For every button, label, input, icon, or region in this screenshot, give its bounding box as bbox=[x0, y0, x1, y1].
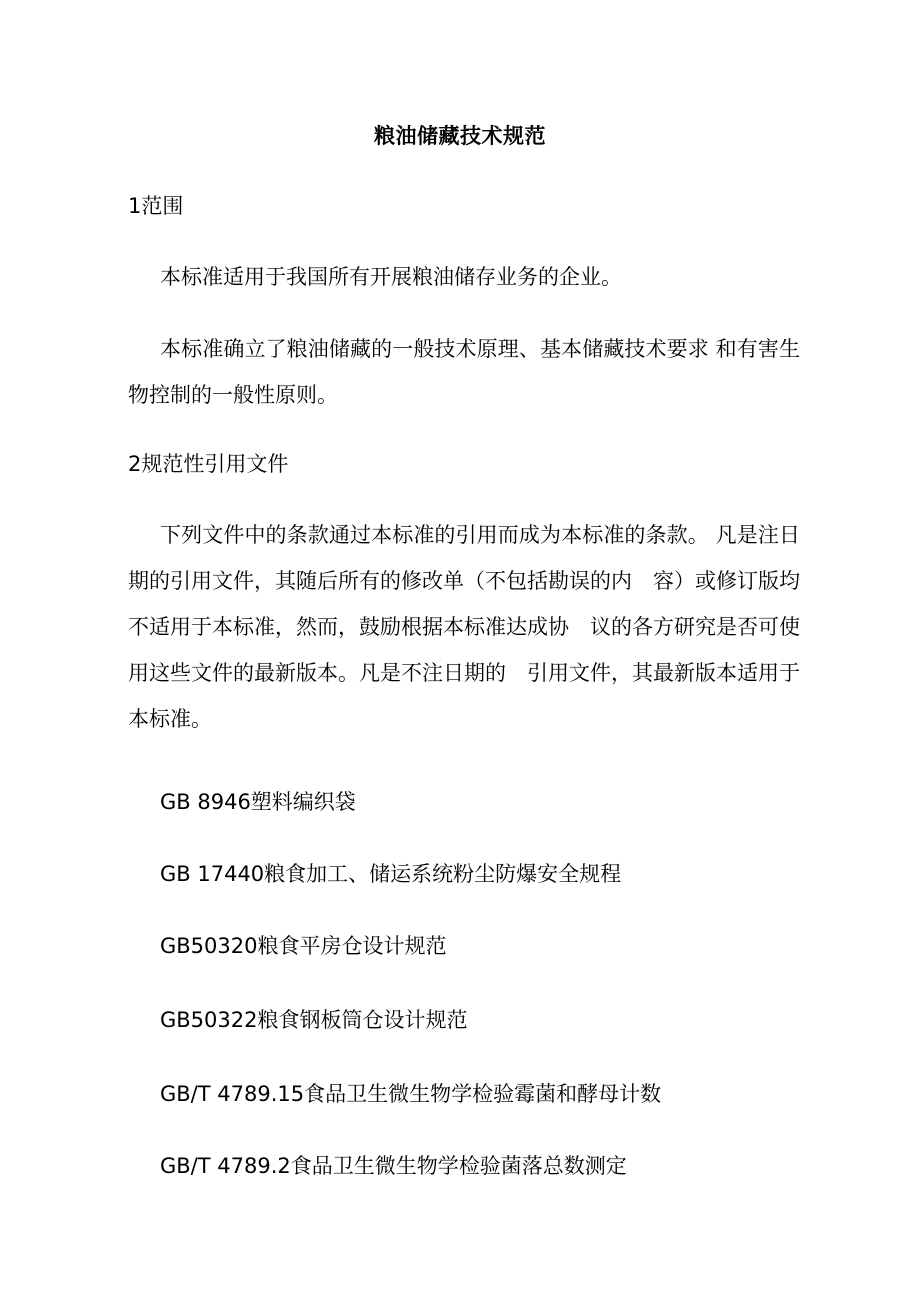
reference-item: GB50322粮食钢板筒仓设计规范 bbox=[160, 1008, 468, 1032]
references-intro-paragraph: 下列文件中的条款通过本标准的引用而成为本标准的条款。 凡是注日期的引用文件，其随后所有的修改单（不包括勘误的内 容）或修订版均不适用于本标准，然而，鼓励根据本标准达成协 议的各方研究是否可使用这些文件的最新版本。凡是不注日期的 引用文件，其最新版本适用于本标准。 bbox=[128, 523, 800, 731]
section-heading-normative-references: 2规范性引用文件 bbox=[128, 452, 289, 476]
document-title: 粮油储藏技术规范 bbox=[374, 124, 546, 148]
reference-item: GB 8946塑料编织袋 bbox=[160, 790, 356, 814]
scope-paragraph-1: 本标准适用于我国所有开展粮油储存业务的企业。 bbox=[160, 265, 622, 289]
reference-item: GB/T 4789.2食品卫生微生物学检验菌落总数测定 bbox=[160, 1154, 627, 1178]
section-heading-scope: 1范围 bbox=[128, 194, 184, 218]
scope-paragraph-2: 本标准确立了粮油储藏的一般技术原理、基本储藏技术要求 和有害生物控制的一般性原则。 bbox=[128, 337, 800, 407]
reference-item: GB/T 4789.15食品卫生微生物学检验霉菌和酵母计数 bbox=[160, 1082, 662, 1106]
reference-item: GB 17440粮食加工、储运系统粉尘防爆安全规程 bbox=[160, 862, 622, 886]
reference-item: GB50320粮食平房仓设计规范 bbox=[160, 934, 447, 958]
